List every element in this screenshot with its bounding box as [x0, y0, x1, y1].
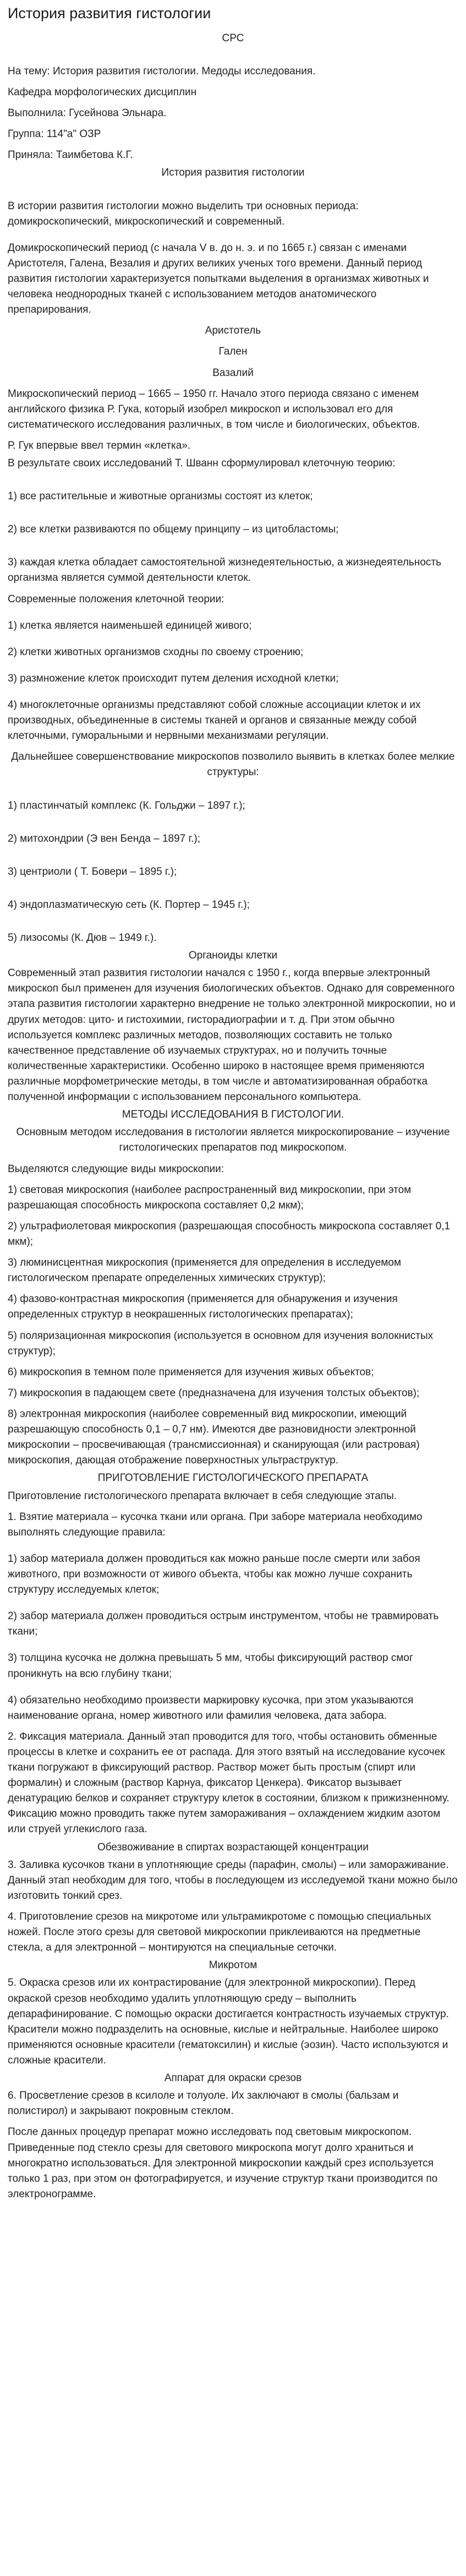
paragraph: 5) лизосомы (К. Дюв – 1949 г.). [8, 932, 157, 944]
paragraph: 4) фазово-контрастная микроскопия (применяется для обнаружения и изучения определенных структур в неокрашенных гистологических препаратах); [8, 1293, 398, 1321]
paragraph: Гален [218, 346, 248, 358]
paragraph: 3) каждая клетка обладает самостоятельной жизнедеятельностью, а жизнедеятельность организма является суммой деятельности клеток. [8, 557, 441, 584]
paragraph: 2) ультрафиолетовая микроскопия (разрешающая способность микроскопа составляет 0,1 мкм); [8, 1220, 451, 1248]
paragraph: 4. Приготовление срезов на микротоме или ультрамикротоме с помощью специальных ножей. После этого срезы для световой микроскопии приклеиваются на предметные стекла, а для электронной – монтируются на специальные сеточки. [8, 1911, 431, 1954]
paragraph: 5. Окраска срезов или их контрастирование (для электронной микроскопии). Перед окраской срезов необходимо удалить уплотняющую среду – выполнить депарафинирование. С помощью окраски достигается контрастность изучаемых структур. Красители можно подразделить на основные, кислые и нейтральные. Наиболее широко применяются основные красители (гематоксилин) и кислые (эозин). Часто используются и сложные красители. [8, 1977, 449, 2067]
paragraph: Органоиды клетки [188, 950, 278, 962]
paragraph: История развития гистологии [161, 167, 305, 179]
paragraph: Обезвоживание в спиртах возрастающей концентрации [97, 1841, 369, 1853]
paragraph: 3) размножение клеток происходит путем деления исходной клетки; [8, 672, 339, 684]
paragraph: МЕТОДЫ ИССЛЕДОВАНИЯ В ГИСТОЛОГИИ. [122, 1109, 344, 1121]
paragraph: Микроскопический период – 1665 – 1950 гг. Начало этого периода связано с именем английского физика Р. Гука, который изобрел микроскоп и использовал его для систематического исследования различных, в том числе и биологических, объектов. [8, 388, 420, 431]
paragraph: 8) электронная микроскопия (наиболее современный вид микроскопии, имеющий разрешающую способность 0,1 – 0,7 нм). Имеются две разновидности электронной микроскопии – просвечивающая (трансмиссионная) и сканирующая (или растровая) микроскопия, дающая отображение поверхностных ультраструктур. [8, 1408, 420, 1467]
paragraph: Аппарат для окраски срезов [164, 2072, 302, 2084]
paragraph: 7) микроскопия в падающем свете (предназначена для изучения толстых объектов); [8, 1387, 420, 1399]
paragraph: 1) световая микроскопия (наиболее распространенный вид микроскопии, при этом разрешающая способность микроскопа составляет 0,2 мкм); [8, 1184, 412, 1211]
paragraph: 4) обязательно необходимо произвести маркировку кусочка, при этом указываются наименование органа, номер животного или фамилия человека, дата забора. [8, 1694, 414, 1722]
paragraph: Кафедра морфологических дисциплин [8, 86, 197, 98]
document-body [8, 31, 458, 2202]
paragraph: Основным методом исследования в гистологии является микроскопирование – изучение гистологических препаратов под микроскопом. [16, 1126, 450, 1154]
paragraph: 2) митохондрии (Э вен Бенда – 1897 г.); [8, 832, 201, 845]
paragraph: 1) забор материала должен проводиться как можно раньше после смерти или забоя животного, при возможности от живого объекта, чтобы как можно лучше сохранить структуру исследуемых клеток; [8, 1553, 420, 1596]
paragraph: Современный этап развития гистологии начался с 1950 г., когда впервые электронный микроскоп был применен для изучения биологических объектов. Однако для современного этапа развития гистологии характерно внедрение не только электронной микроскопии, но и других методов: цито- и гистохимии, гисторадиографии и т. д. При этом обычно используется комплекс различных методов, позволяющих составить не только качественное представление об изучаемых структурах, но и получить точные количественные характеристики. Особенно широко в настоящее время применяются различные морфометрические методы, в том числе и автоматизированная обработка полученной информации с использованием персонального компьютера. [8, 967, 456, 1103]
paragraph: 4) эндоплазматическую сеть (К. Портер – 1945 г.); [8, 898, 250, 911]
paragraph: Выполнила: Гусейнова Эльнара. [8, 107, 167, 119]
paragraph: Домикроскопический период (с начала V в. до н. э. и по 1665 г.) связан с именами Аристотеля, Галена, Везалия и других великих ученых того времени. Данный период развития гистологии характеризуется попытками выделения в организмах животных и человека неоднородных тканей с использованием методов анатомического препарирования. [8, 242, 429, 316]
paragraph: СРС [222, 32, 244, 44]
paragraph: После данных процедур препарат можно исследовать под световым микроскопом. Приведенные под стекло срезы для светового микроскопа могут долго храниться и многократно использоваться. Для электронной микроскопии каждый срез используется только 1 раз, при этом он фотографируется, и изучение структур ткани производится по электронограмме. [8, 2126, 438, 2200]
paragraph: ПРИГОТОВЛЕНИЕ ГИСТОЛОГИЧЕСКОГО ПРЕПАРАТА [97, 1472, 369, 1484]
paragraph: 4) многоклеточные организмы представляют собой сложные ассоциации клеток и их производных, объединенные в системы тканей и органов и связанные между собой клеточными, гуморальными и нервными механизмами регуляции. [8, 699, 421, 742]
paragraph: 3) люминисцентная микроскопия (применяется для определения в исследуемом гистологическом препарате определенных химических структур); [8, 1257, 402, 1284]
paragraph: Группа: 114"а" ОЗР [8, 128, 101, 140]
paragraph: Выделяются следующие виды микроскопии: [8, 1163, 224, 1175]
paragraph: Микротом [209, 1959, 257, 1972]
paragraph: 2) забор материала должен проводиться острым инструментом, чтобы не травмировать ткани; [8, 1610, 439, 1638]
paragraph: 2) все клетки развиваются по общему принципу – из цитобластомы; [8, 524, 339, 536]
paragraph: 6) микроскопия в темном поле применяется для изучения живых объектов; [8, 1366, 374, 1378]
paragraph: 1. Взятие материала – кусочка ткани или органа. При заборе материала необходимо выполнять следующие правила: [8, 1511, 423, 1538]
paragraph: 3) толщина кусочка не должна превышать 5 мм, чтобы фиксирующий раствор смог проникнуть на всю глубину ткани; [8, 1652, 413, 1680]
paragraph: Дальнейшее совершенствование микроскопов позволило выявить в клетках более мелкие структуры: [11, 751, 455, 778]
paragraph: В истории развития гистологии можно выделить три основных периода: домикроскопический, микроскопический и современный. [8, 200, 359, 227]
paragraph: 1) клетка является наименьшей единицей живого; [8, 619, 252, 631]
paragraph: 2) клетки животных организмов сходны по своему строению; [8, 646, 304, 658]
document-title: История развития гистологии [8, 5, 211, 21]
paragraph: 1) пластинчатый комплекс (К. Гольджи – 1897 г.); [8, 799, 245, 812]
paragraph: 2. Фиксация материала. Данный этап проводится для того, чтобы остановить обменные процессы в клетке и сохранить ее от распада. Для этого взятый на исследование кусочек ткани погружают в фиксирующий раствор. Раствор может быть простым (спирт или формалин) и сложным (раствор Карнуа, фиксатор Ценкера). Фиксатор вызывает денатурацию белков и сохраняет структуру клеток в состоянии, близком к прижизненному. Фиксацию можно проводить также путем замораживания – охлаждением жидким азотом или струей углекислого газа. [8, 1730, 449, 1836]
paragraph: Современные положения клеточной теории: [8, 593, 224, 605]
paragraph: 1) все растительные и животные организмы состоят из клеток; [8, 491, 313, 503]
paragraph: 3) центриоли ( Т. Бовери – 1895 г.); [8, 865, 177, 878]
paragraph: 6. Просветление срезов в ксилоле и толуоле. Их заключают в смолы (бальзам и полистирол) и закрывают покровным стеклом. [8, 2090, 399, 2117]
paragraph: Приготовление гистологического препарата включает в себя следующие этапы. [8, 1490, 397, 1502]
paragraph: В результате своих исследований Т. Шванн сформулировал клеточную теорию: [8, 458, 396, 470]
paragraph: Приняла: Таимбетова К.Г. [8, 149, 133, 161]
paragraph: Вазалий [212, 367, 254, 379]
paragraph: 5) поляризационная микроскопия (используется в основном для изучения волокнистых структур); [8, 1330, 434, 1357]
paragraph: 3. Заливка кусочков ткани в уплотняющие среды (парафин, смолы) – или замораживание. Данный этап необходим для того, чтобы в последующем из исследуемой ткани можно было изготовить тонкий срез. [8, 1859, 458, 1902]
paragraph: Аристотель [205, 325, 261, 337]
paragraph: На тему: История развития гистологии. Медоды исследования. [8, 65, 316, 77]
paragraph: Р. Гук впервые ввел термин «клетка». [8, 439, 191, 451]
